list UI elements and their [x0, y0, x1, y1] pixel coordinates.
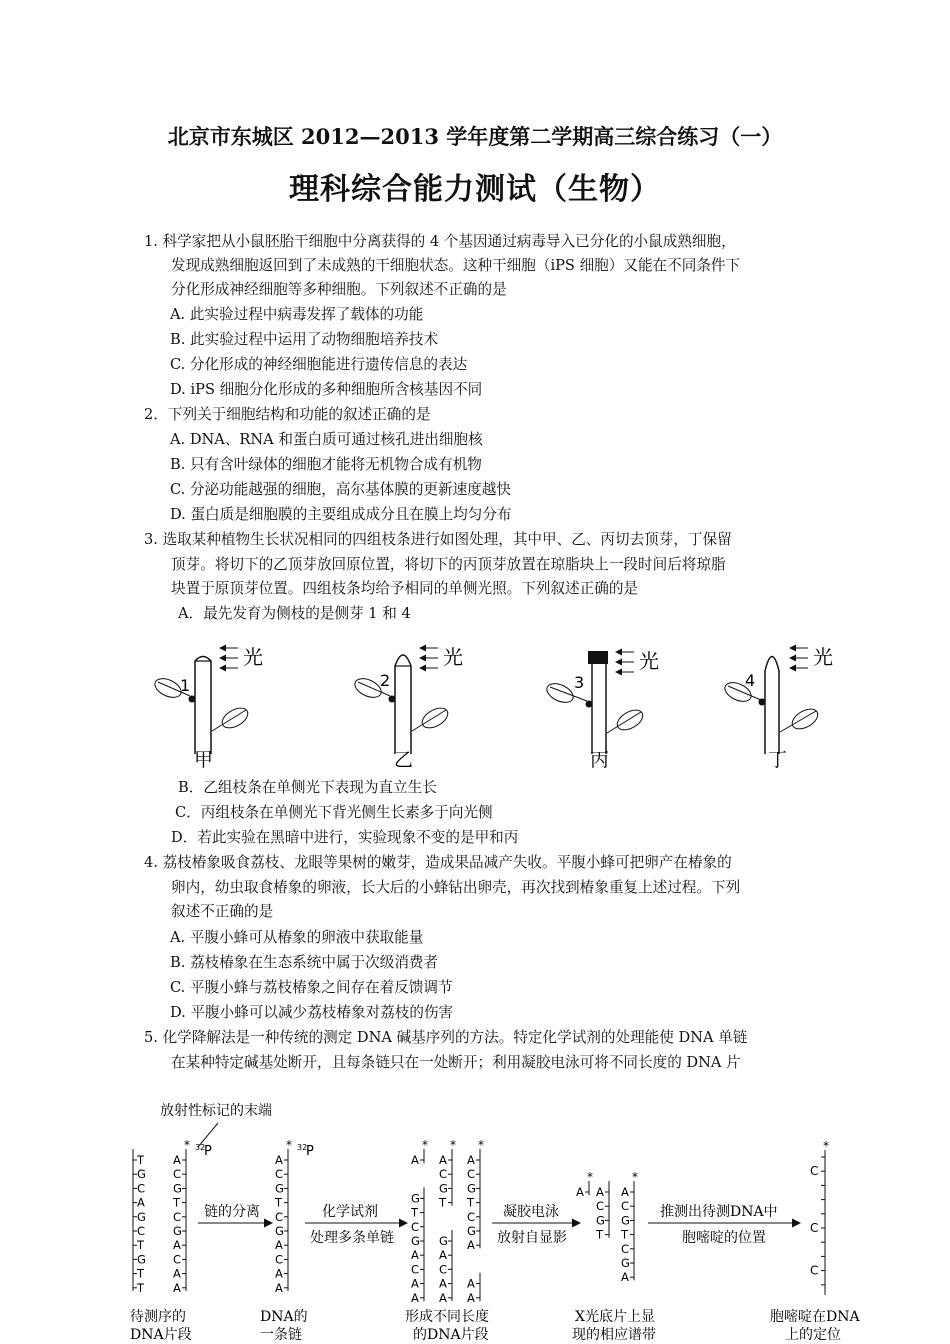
leaf-icon: [780, 705, 821, 733]
fragment-unlabelled-2-base: A: [439, 1248, 447, 1263]
q3-line-3: 块置于原顶芽位置。四组枝条均给予相同的单侧光照。下列叙述正确的是: [171, 580, 639, 597]
leaf-icon: [607, 706, 646, 734]
q4-line-2: 卵内，幼虫取食椿象的卵液，长大后的小蜂钻出卵壳，再次找到椿象重复上述过程。下列: [171, 879, 741, 896]
double-strand-left-base: A: [137, 1195, 145, 1210]
q2-option-b: B. 只有含叶绿体的细胞才能将无机物合成有机物: [170, 456, 482, 473]
radioactive-label-icon: *: [450, 1138, 456, 1152]
arrow-label-deduce: 推测出待测DNA中: [660, 1204, 778, 1220]
single-strand-base: A: [275, 1280, 283, 1295]
p32-superscript: 32: [195, 1143, 206, 1152]
fragment-labelled-3-base: C: [467, 1209, 476, 1224]
single-strand-base: C: [275, 1167, 284, 1182]
single-strand-base: C: [275, 1209, 284, 1224]
double-strand-right-base: C: [173, 1252, 182, 1267]
band-long-base: A: [621, 1270, 629, 1285]
q1-option-a: A. 此实验过程中病毒发挥了载体的功能: [170, 306, 424, 323]
double-strand-left-base: T: [137, 1266, 145, 1281]
branch-figure: [140, 636, 840, 776]
light-label: 光: [443, 645, 463, 669]
q5-line-2: 在某种特定碱基处断开，且每条链只在一处断开；利用凝胶电泳可将不同长度的 DNA 片: [171, 1054, 741, 1071]
q2-option-a: A. DNA、RNA 和蛋白质可通过核孔进出细胞核: [170, 431, 483, 448]
q4-option-a: A. 平腹小蜂可从椿象的卵液中获取能量: [170, 929, 424, 946]
double-strand-right-base: C: [173, 1167, 182, 1182]
light-label: 光: [639, 649, 659, 673]
fragment-unlabelled-2-base: A: [439, 1290, 447, 1305]
q3-line-1: 3. 选取某种植物生长状况相同的四组枝条进行如图处理，其中甲、乙、丙切去顶芽，丁保留: [144, 531, 732, 548]
double-strand-right-base: A: [173, 1153, 181, 1167]
fragment-unlabelled-2-base: G: [439, 1234, 448, 1248]
fragment-unlabelled-1-base: C: [411, 1262, 420, 1277]
q1-line-2: 发现成熟细胞返回到了未成熟的干细胞状态。这种干细胞（iPS 细胞）又能在不同条件下: [171, 257, 741, 274]
double-strand-left-base: G: [137, 1167, 146, 1182]
p32-label: P: [204, 1144, 212, 1159]
fragment-labelled-3-base: C: [467, 1167, 476, 1182]
fragment-unlabelled-3-base: A: [467, 1290, 475, 1305]
arrow-label-strand-separation: 链的分离: [204, 1204, 260, 1220]
q2-option-d: D. 蛋白质是细胞膜的主要组成成分且在膜上均匀分布: [170, 506, 512, 523]
q3-option-b: B．乙组枝条在单侧光下表现为直立生长: [178, 779, 437, 796]
q1-option-d: D. iPS 细胞分化形成的多种细胞所含核基因不同: [170, 381, 483, 398]
caption-3-line-1: 形成不同长度: [405, 1309, 489, 1325]
caption-5-line-1: 胞嘧啶在DNA: [770, 1309, 860, 1325]
fragment-labelled-3-base: G: [467, 1181, 476, 1196]
band-long-base: G: [621, 1256, 630, 1270]
branch-label-bing: 丙: [590, 749, 610, 771]
double-strand-left-base: G: [137, 1209, 146, 1224]
fragment-unlabelled-2-base: A: [439, 1276, 447, 1291]
radioactive-label-icon: *: [587, 1170, 593, 1184]
radioactive-label-icon: *: [422, 1138, 428, 1152]
double-strand-right-base: C: [173, 1209, 182, 1224]
light-label: 光: [243, 645, 263, 669]
double-strand-left-base: T: [137, 1238, 145, 1253]
caption-2-line-2: 一条链: [260, 1327, 302, 1343]
p32-label: P: [306, 1144, 314, 1159]
dna-sequencing-figure: [120, 1095, 880, 1344]
branch-bing: [544, 649, 659, 771]
fragment-unlabelled-1-base: C: [411, 1219, 420, 1234]
q3-line-2: 顶芽。将切下的乙顶芽放回原位置，将切下的丙顶芽放置在琼脂块上一段时间后将琼脂: [171, 556, 726, 573]
q2-line-1: 2．下列关于细胞结构和功能的叙述正确的是: [144, 406, 431, 423]
single-strand-base: A: [275, 1238, 283, 1253]
branch-yi: [352, 645, 463, 771]
q1-option-b: B. 此实验过程中运用了动物细胞培养技术: [170, 331, 439, 348]
caption-4-line-2: 现的相应谱带: [572, 1327, 656, 1343]
band-long-base: T: [621, 1227, 629, 1242]
radioactive-label-icon: *: [823, 1139, 829, 1153]
branch-label-ding: 丁: [768, 749, 788, 771]
single-strand-base: G: [275, 1224, 284, 1238]
double-strand-left-base: C: [137, 1181, 146, 1196]
double-strand-right-base: A: [173, 1238, 181, 1253]
double-strand-right-base: T: [173, 1195, 181, 1210]
p32-superscript: 32: [297, 1143, 308, 1152]
single-strand-base: C: [275, 1252, 284, 1267]
arrow-label-electrophoresis: 凝胶电泳: [503, 1204, 559, 1220]
q4-option-c: C. 平腹小蜂与荔枝椿象之间存在着反馈调节: [170, 979, 453, 996]
band-short-base: A: [576, 1185, 584, 1199]
arrow-label-chemical: 化学试剂: [322, 1204, 378, 1220]
band-long-base: A: [621, 1185, 629, 1199]
fragment-unlabelled-1-base: A: [411, 1290, 419, 1305]
branch-jia: [152, 645, 263, 771]
branch-label-jia: 甲: [194, 749, 214, 771]
bud-label-2: 2: [380, 671, 391, 690]
caption-2-line-1: DNA的: [260, 1309, 308, 1325]
fragment-labelled-3-base: A: [467, 1153, 475, 1167]
fragment-unlabelled-1-base: A: [411, 1248, 419, 1263]
fragment-labelled-2-base: C: [439, 1167, 448, 1182]
bud-label-1: 1: [180, 676, 191, 695]
leaf-icon: [212, 704, 251, 732]
header-title: 北京市东城区 2012—2013 学年度第二学期高三综合练习（一）: [167, 124, 783, 149]
branch-ding: [722, 645, 833, 771]
double-strand-right-base: A: [173, 1280, 181, 1295]
band-mid-base: A: [596, 1185, 604, 1199]
fragment-unlabelled-2-base: C: [439, 1262, 448, 1277]
caption-4-line-1: X光底片上显: [575, 1309, 655, 1325]
q4-option-b: B. 荔枝椿象在生态系统中属于次级消费者: [170, 954, 439, 971]
radioactive-label-icon: *: [632, 1170, 638, 1184]
q1-line-3: 分化形成神经细胞等多种细胞。下列叙述不正确的是: [171, 281, 507, 298]
arrow-label-cytosine-position: 胞嘧啶的位置: [682, 1230, 766, 1246]
single-strand-base: A: [275, 1266, 283, 1281]
band-long-base: G: [621, 1213, 630, 1228]
band-long-base: C: [621, 1241, 630, 1256]
fragment-labelled-3-base: T: [467, 1195, 475, 1210]
cytosine-mark: C: [810, 1221, 819, 1235]
fragment-labelled-2-base: T: [439, 1195, 447, 1210]
double-strand-left-base: T: [137, 1153, 145, 1167]
caption-5-line-2: 上的定位: [785, 1327, 841, 1343]
q5-line-1: 5. 化学降解法是一种传统的测定 DNA 碱基序列的方法。特定化学试剂的处理能使 DNA 单链: [144, 1029, 748, 1046]
radioactive-label-icon: *: [286, 1138, 292, 1152]
single-strand-base: G: [275, 1181, 284, 1196]
double-strand-left-base: G: [137, 1252, 146, 1267]
radioactive-end-label: 放射性标记的末端: [160, 1103, 272, 1119]
fragment-labelled-2-base: G: [439, 1181, 448, 1196]
band-mid-base: G: [596, 1213, 605, 1228]
light-label: 光: [813, 645, 833, 669]
q1-line-1: 1. 科学家把从小鼠胚胎干细胞中分离获得的 4 个基因通过病毒导入已分化的小鼠成熟细胞，: [144, 233, 736, 250]
double-strand-right-base: A: [173, 1266, 181, 1281]
band-mid-base: T: [596, 1227, 604, 1242]
q3-option-a: A．最先发育为侧枝的是侧芽 1 和 4: [178, 605, 411, 622]
radioactive-label-icon: *: [478, 1138, 484, 1152]
band-long-base: C: [621, 1199, 630, 1214]
header-subtitle: 理科综合能力测试（生物）: [289, 172, 661, 207]
cytosine-mark: C: [810, 1263, 819, 1278]
single-strand-base: A: [275, 1153, 283, 1167]
double-strand-left-base: C: [137, 1224, 146, 1238]
double-strand-right-base: G: [173, 1224, 182, 1238]
fragment-labelled-3-base: A: [467, 1238, 475, 1253]
leaf-icon: [412, 704, 451, 732]
q4-line-1: 4. 荔枝椿象吸食荔枝、龙眼等果树的嫩芽，造成果品减产失收。平腹小蜂可把卵产在椿象的: [144, 854, 732, 871]
fragment-unlabelled-1-base: G: [411, 1191, 420, 1206]
caption-1-line-1: 待测序的: [130, 1309, 186, 1325]
single-strand-base: T: [275, 1195, 283, 1210]
fragment-unlabelled-1-base: G: [411, 1234, 420, 1248]
q4-line-3: 叙述不正确的是: [171, 903, 274, 920]
q1-option-c: C. 分化形成的神经细胞能进行遗传信息的表达: [170, 356, 468, 373]
bud-label-4: 4: [745, 671, 756, 690]
fragment-labelled-3-base: G: [467, 1224, 476, 1238]
q2-option-c: C. 分泌功能越强的细胞，高尔基体膜的更新速度越快: [170, 481, 511, 498]
fragment-unlabelled-1-base: T: [411, 1205, 419, 1220]
double-strand-left-base: T: [137, 1280, 145, 1295]
caption-3-line-2: 的DNA片段: [413, 1327, 489, 1343]
cytosine-mark: C: [810, 1164, 819, 1179]
q4-option-d: D. 平腹小蜂可以减少荔枝椿象对荔枝的伤害: [170, 1004, 454, 1021]
band-mid-base: C: [596, 1199, 605, 1214]
branch-label-yi: 乙: [394, 749, 414, 771]
bud-label-3: 3: [574, 673, 585, 692]
fragment-labelled-1-base: A: [411, 1153, 419, 1167]
fragment-unlabelled-3-base: A: [467, 1276, 475, 1291]
q3-option-d: D．若此实验在黑暗中进行，实验现象不变的是甲和丙: [171, 829, 519, 846]
arrow-label-treat-strands: 处理多条单链: [310, 1230, 394, 1246]
double-strand-right-base: G: [173, 1181, 182, 1196]
arrow-label-autoradiography: 放射自显影: [497, 1230, 567, 1246]
fragment-unlabelled-1-base: A: [411, 1276, 419, 1291]
fragment-labelled-2-base: A: [439, 1153, 447, 1167]
caption-1-line-2: DNA片段: [130, 1327, 192, 1343]
radioactive-label-icon: *: [184, 1138, 190, 1152]
q3-option-c: C．丙组枝条在单侧光下背光侧生长素多于向光侧: [175, 804, 493, 821]
